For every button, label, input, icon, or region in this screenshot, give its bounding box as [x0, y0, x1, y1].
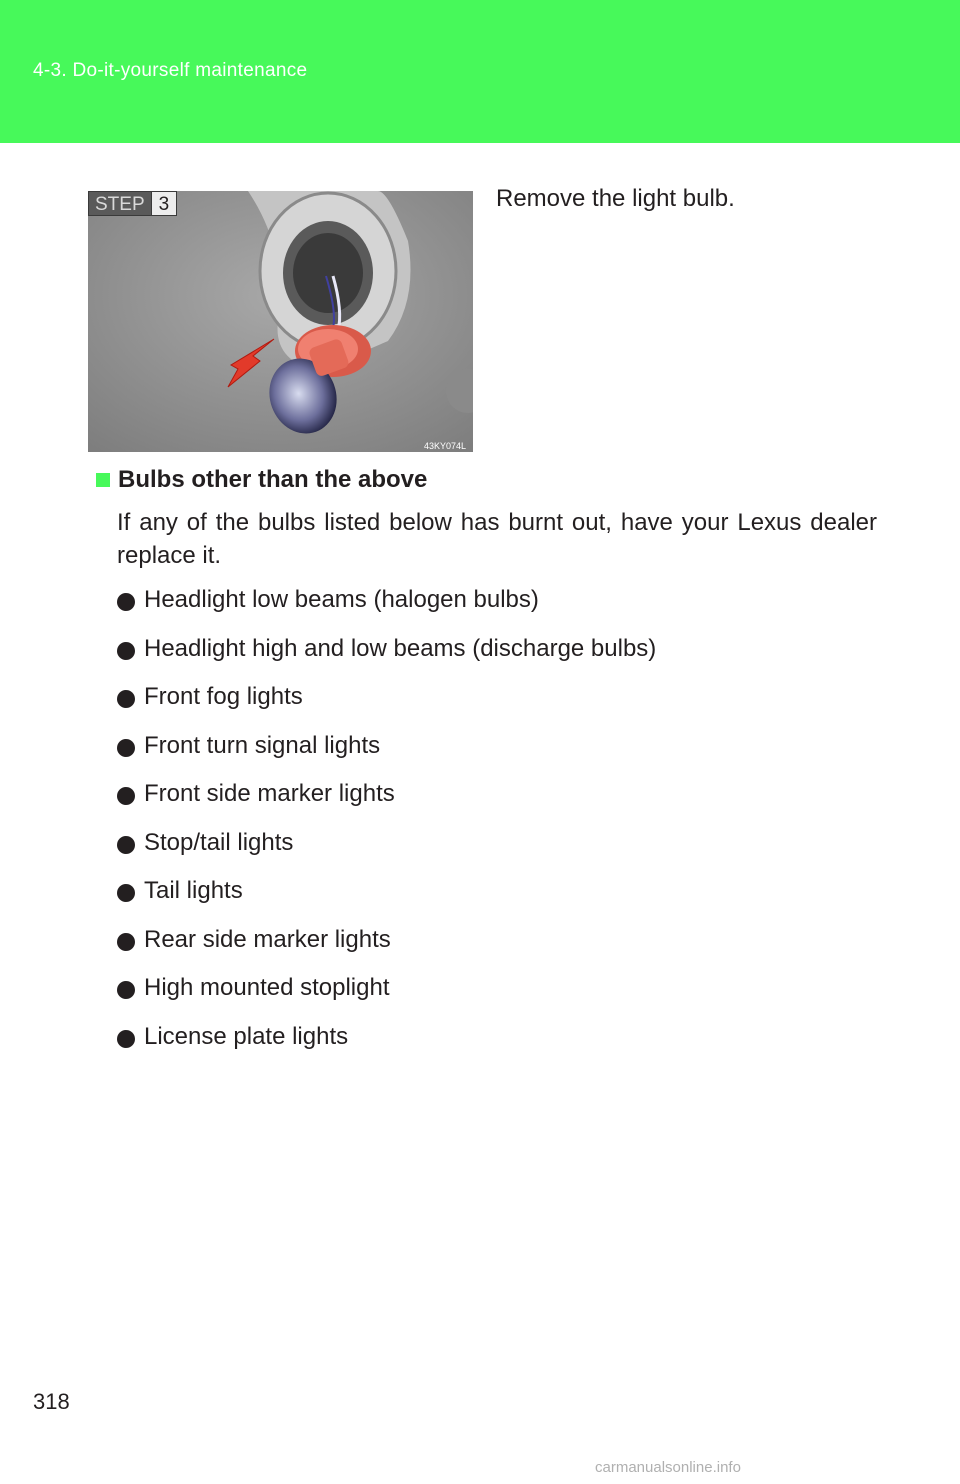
section-heading: [96, 466, 427, 494]
list-item: [117, 926, 656, 975]
list-item: [117, 683, 656, 732]
list-item: [117, 732, 656, 781]
step-badge: [88, 191, 177, 216]
section-heading-text: Bulbs other than the above: [118, 466, 428, 493]
list-item: [117, 635, 656, 684]
list-item-text: License plate lights: [144, 1022, 349, 1050]
bullet-icon: [117, 1030, 135, 1048]
square-bullet-icon: [96, 473, 110, 487]
step-instruction: Remove the light bulb.: [496, 185, 735, 212]
bullet-icon: [117, 642, 135, 660]
watermark: carmanualsonline.info: [595, 1459, 741, 1476]
bulb-list: [117, 586, 656, 1071]
figure-code: 43KY074L: [424, 441, 467, 451]
page-number: 318: [33, 1389, 70, 1414]
list-item-text: Front fog lights: [144, 683, 303, 710]
step-label: STEP: [88, 191, 152, 216]
bullet-icon: [117, 690, 135, 708]
step-number: 3: [152, 191, 178, 216]
bullet-icon: [117, 836, 135, 854]
list-item: [117, 1023, 656, 1072]
bulb-removal-illustration: [88, 191, 473, 452]
section-title: 4-3. Do-it-yourself maintenance: [33, 60, 308, 81]
list-item-text: Rear side marker lights: [144, 925, 391, 953]
bullet-icon: [117, 739, 135, 757]
list-item-text: Stop/tail lights: [144, 828, 294, 856]
list-item: [117, 877, 656, 926]
list-item: [117, 829, 656, 878]
bullet-icon: [117, 593, 135, 611]
bullet-icon: [117, 787, 135, 805]
list-item-text: Headlight high and low beams (discharge bulbs): [144, 634, 657, 662]
intro-paragraph: If any of the bulbs listed below has burnt out, have your Lexus dealer replace it.: [117, 509, 877, 569]
bullet-icon: [117, 884, 135, 902]
list-item-text: Tail lights: [144, 877, 243, 904]
bullet-icon: [117, 981, 135, 999]
list-item: [117, 586, 656, 635]
list-item-text: Headlight low beams (halogen bulbs): [144, 586, 539, 613]
list-item: [117, 974, 656, 1023]
list-item-text: High mounted stoplight: [144, 974, 390, 1001]
list-item: [117, 780, 656, 829]
bullet-icon: [117, 933, 135, 951]
list-item-text: Front turn signal lights: [144, 731, 381, 759]
list-item-text: Front side marker lights: [144, 780, 395, 807]
